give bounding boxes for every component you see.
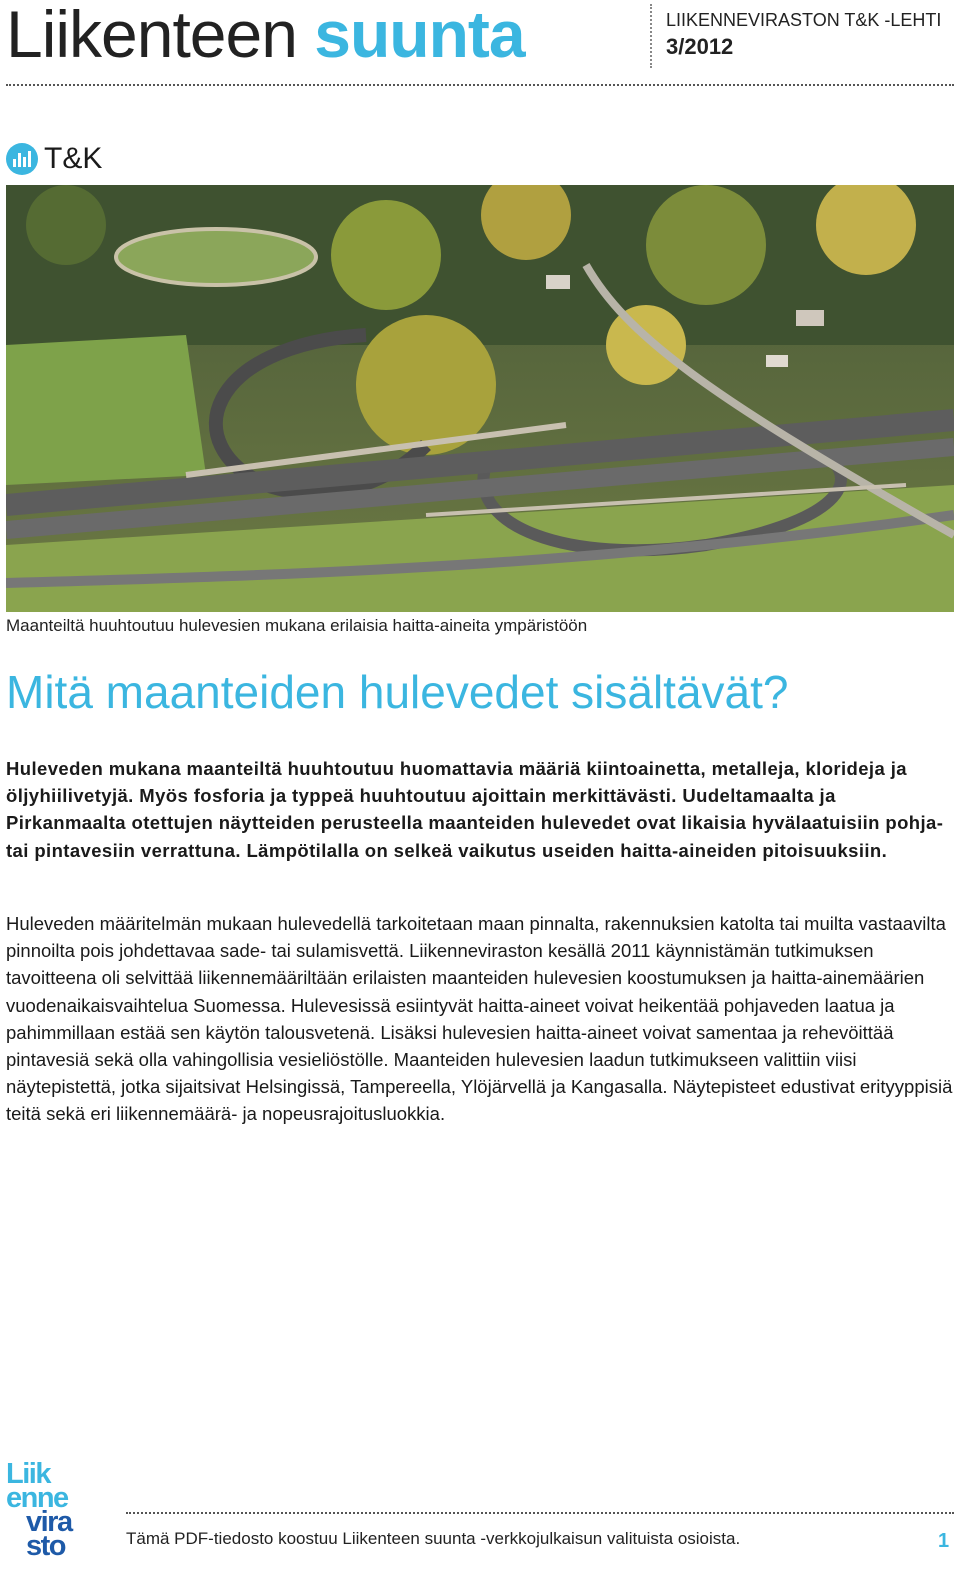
article-lead: Huleveden mukana maanteiltä huuhtoutuu huomattavia määriä kiintoainetta, metalleja, kloridеja ja öljyhiilivetyjä. Myös fosforia ja typpeä huuhtoutuu ajoittain merkittävästi. Uudeltamaalta ja Pirkanmaalta otettujen näytteiden perusteella maanteiden hulevedet ovat likaisia hyvälaatuisiin pohja- tai pintavesiin verrattuna. Lämpötilalla on selkeä vaikutus useiden haitta-aineiden pitoisuuksiin. (6, 758, 944, 861)
bar-chart-icon (6, 143, 38, 175)
agency-logo-line: Liik (6, 1458, 50, 1490)
footer-note: Tämä PDF-tiedosto koostuu Liikenteen suunta -verkkojulkaisun valituista osioista. (126, 1529, 741, 1548)
hero-photo (6, 185, 954, 612)
logo-title-light: Liikenteen (6, 0, 297, 71)
publication-logo[interactable] (6, 0, 525, 74)
photo-caption: Maanteiltä huuhtoutuu hulevesien mukana erilaisia haitta-aineita ympäristöön (6, 616, 588, 635)
agency-logo-line: enne (6, 1482, 68, 1514)
article-body: Huleveden määritelmän mukaan hulevedellä tarkoitetaan maan pinnalta, rakennuksien katolta tai muilta vastaavilta pinnoilta pois johdettavaa sade- tai sulamisvettä. Liikenneviraston kesällä 2011 käynnistämän tutkimuksen tavoitteena oli selvittää liikennemääriltään erilaisten maanteiden hulevesien koostumuksen ja haitta-ainemäärien vuodenaikaisvaihtelua Suomessa. Hulevesissä esiintyvät haitta-aineet voivat heikentää pohjaveden laatua ja pahimmillaan estää sen käytön talousvetenä. Lisäksi hulevesien haitta-aineet voivat samentaa ja rehevöittää pintavesiä sekä olla vahingollisia vesieliöstölle. Maanteiden hulevesien laadun tutkimukseen valittiin viisi näytepistettä, jotka sijaitsivat Helsingissä, Tampereella, Ylöjärvellä ja Kangasalla. Näytepisteet edustivat erityyppisiä teitä sekä eri liikennemäärä- ja nopeusrajoitusluokkia. (6, 913, 953, 1125)
masthead-divider (650, 4, 652, 68)
logo-title-bold: suunta (314, 0, 525, 71)
section-label: T&K (44, 142, 103, 175)
page-number: 1 (938, 1530, 950, 1552)
masthead (0, 0, 960, 88)
series-title: LIIKENNEVIRASTON T&K -LEHTI (666, 10, 942, 30)
agency-logo-line: sto (26, 1530, 65, 1562)
agency-logo-line: vira (26, 1506, 72, 1538)
footer-rule (126, 1512, 954, 1514)
agency-logo[interactable] (6, 1458, 96, 1562)
section-heading (6, 141, 102, 177)
article-headline: Mitä maanteiden hulevedet sisältävät? (6, 666, 789, 718)
masthead-rule (6, 84, 954, 86)
issue-number: 3/2012 (666, 34, 734, 59)
